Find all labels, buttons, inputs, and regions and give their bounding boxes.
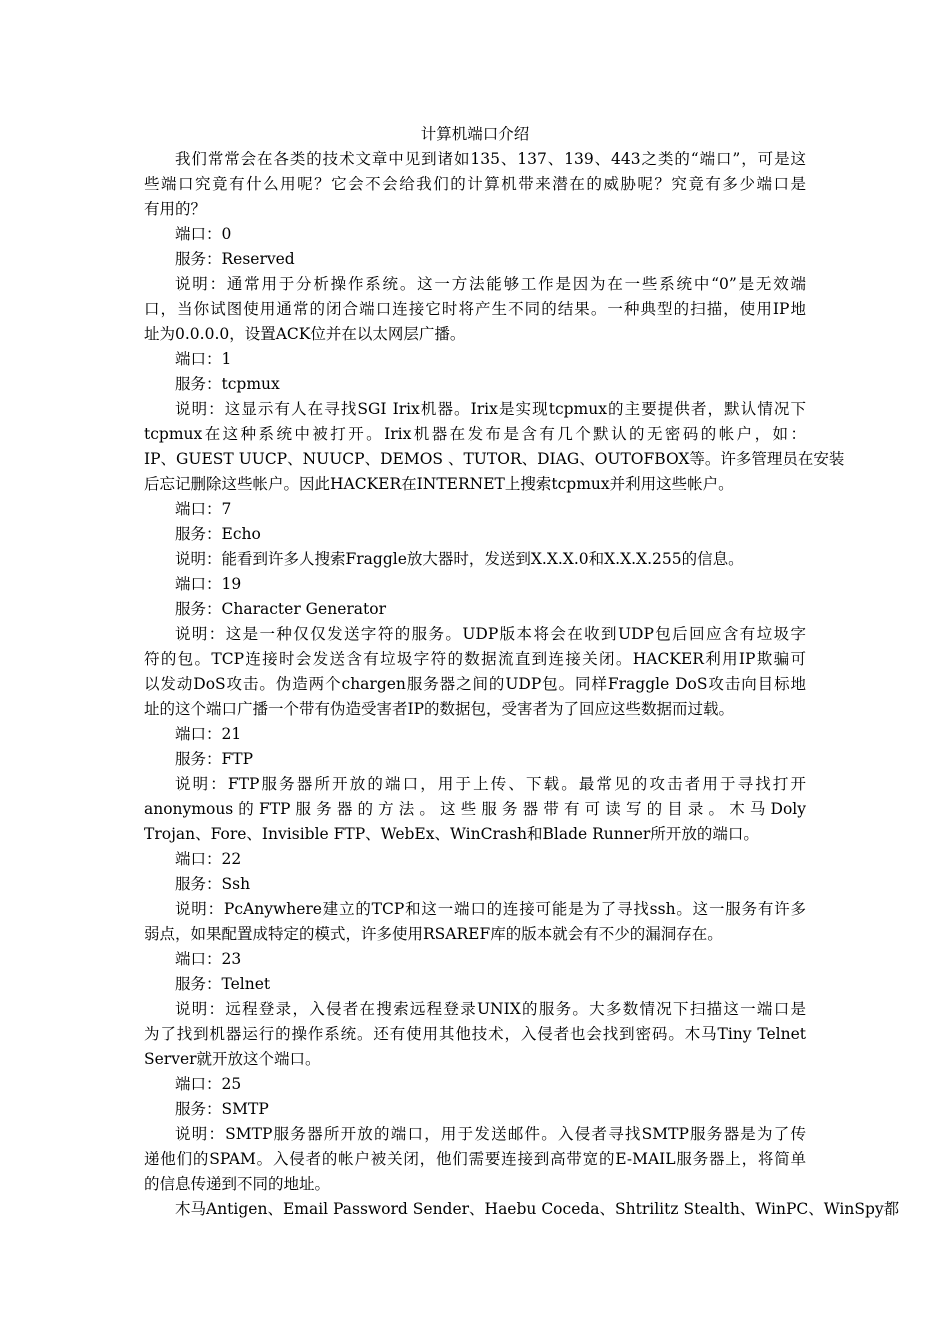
text-line: 说明：FTP服务器所开放的端口，用于上传、下载。最常见的攻击者用于寻找打开 [175, 775, 806, 793]
text-line: 说明：通常用于分析操作系统。这一方法能够工作是因为在一些系统中“0”是无效端 [175, 275, 806, 293]
paragraph [144, 147, 806, 222]
paragraph [144, 497, 806, 522]
text-line: 服务：Echo [175, 525, 261, 543]
document-body [144, 147, 900, 1222]
paragraph [144, 1122, 806, 1197]
text-line: 口，当你试图使用通常的闭合端口连接它时将产生不同的结果。一种典型的扫描，使用IP地 [144, 300, 806, 318]
text-line: 的信息传递到不同的地址。 [144, 1175, 331, 1193]
text-line: 木马Antigen、Email Password Sender、Haebu Coceda、Shtrilitz Stealth、WinPC、WinSpy都 [175, 1200, 900, 1218]
paragraph [144, 897, 806, 947]
paragraph [144, 847, 806, 872]
paragraph [144, 522, 806, 547]
text-line: 有用的？ [144, 200, 207, 218]
text-line: 说明：能看到许多人搜索Fraggle放大器时，发送到X.X.X.0和X.X.X.255的信息。 [175, 550, 744, 568]
paragraph [144, 1072, 806, 1097]
text-line: IP、GUEST UUCP、NUUCP、DEMOS 、TUTOR、DIAG、OUTOFBOX等。许多管理员在安装 [144, 450, 845, 468]
paragraph [144, 947, 806, 972]
text-line: 说明：这是一种仅仅发送字符的服务。UDP版本将会在收到UDP包后回应含有垃圾字 [175, 625, 806, 643]
text-line: 后忘记删除这些帐户。因此HACKER在INTERNET上搜索tcpmux并利用这些帐户。 [144, 475, 734, 493]
paragraph [144, 622, 806, 722]
text-line: 递他们的SPAM。入侵者的帐户被关闭，他们需要连接到高带宽的E-MAIL服务器上，将简单 [144, 1150, 806, 1168]
text-line: 说明：这显示有人在寻找SGI Irix机器。Irix是实现tcpmux的主要提供者，默认情况下 [175, 400, 806, 418]
document-title: 计算机端口介绍 [420, 125, 530, 143]
text-line: 为了找到机器运行的操作系统。还有使用其他技术，入侵者也会找到密码。木马Tiny Telnet [144, 1025, 806, 1043]
text-line: 服务：FTP [175, 750, 254, 768]
text-line: 服务：Reserved [175, 250, 295, 268]
paragraph [144, 372, 806, 397]
document-page [144, 122, 900, 1222]
text-line: 址的这个端口广播一个带有伪造受害者IP的数据包，受害者为了回应这些数据而过载。 [144, 700, 735, 718]
paragraph [144, 972, 806, 997]
text-line: 端口：21 [175, 725, 242, 743]
text-line: 符的包。TCP连接时会发送含有垃圾字符的数据流直到连接关闭。HACKER利用IP欺骗可 [144, 650, 806, 668]
text-line: 端口：0 [175, 225, 232, 243]
text-line: 端口：22 [175, 850, 242, 868]
text-line: 以发动DoS攻击。伪造两个chargen服务器之间的UDP包。同样Fraggle DoS攻击向目标地 [144, 675, 806, 693]
text-line: 址为0.0.0.0，设置ACK位并在以太网层广播。 [144, 325, 466, 343]
paragraph [144, 222, 806, 247]
text-line: 说明：远程登录，入侵者在搜索远程登录UNIX的服务。大多数情况下扫描这一端口是 [175, 1000, 806, 1018]
paragraph [144, 397, 845, 497]
paragraph [144, 872, 806, 897]
text-line: 我们常常会在各类的技术文章中见到诸如135、137、139、443之类的“端口”，可是这 [175, 150, 806, 168]
text-line: 端口：1 [175, 350, 232, 368]
text-line: tcpmux在这种系统中被打开。Irix机器在发布是含有几个默认的无密码的帐户，如： [144, 425, 806, 443]
paragraph [144, 597, 806, 622]
text-line: anonymous 的 FTP 服 务 器 的 方 法 。 这 些 服 务 器 带 有 可 读 写 的 目 录 。 木 马 Doly [144, 800, 806, 818]
text-line: 端口：7 [175, 500, 232, 518]
paragraph [144, 272, 806, 347]
paragraph [144, 747, 806, 772]
paragraph [144, 347, 806, 372]
text-line: 服务：Ssh [175, 875, 251, 893]
text-line: 服务：SMTP [175, 1100, 269, 1118]
paragraph [144, 1097, 806, 1122]
paragraph [144, 997, 806, 1072]
paragraph [144, 722, 806, 747]
text-line: Server就开放这个端口。 [144, 1050, 321, 1068]
text-line: 说明：SMTP服务器所开放的端口，用于发送邮件。入侵者寻找SMTP服务器是为了传 [175, 1125, 806, 1143]
text-line: 端口：19 [175, 575, 242, 593]
text-line: 服务：tcpmux [175, 375, 280, 393]
paragraph [144, 547, 806, 572]
text-line: 说明：PcAnywhere建立的TCP和这一端口的连接可能是为了寻找ssh。这一服务有许多 [175, 900, 806, 918]
paragraph [144, 572, 806, 597]
text-line: Trojan、Fore、Invisible FTP、WebEx、WinCrash和Blade Runner所开放的端口。 [144, 825, 759, 843]
text-line: 端口：23 [175, 950, 242, 968]
text-line: 服务：Telnet [175, 975, 271, 993]
text-line: 弱点，如果配置成特定的模式，许多使用RSAREF库的版本就会有不少的漏洞存在。 [144, 925, 723, 943]
paragraph [144, 772, 806, 847]
paragraph [144, 247, 806, 272]
text-line: 些端口究竟有什么用呢？它会不会给我们的计算机带来潜在的威胁呢？究竟有多少端口是 [144, 175, 806, 193]
text-line: 端口：25 [175, 1075, 242, 1093]
text-line: 服务：Character Generator [175, 600, 386, 618]
paragraph [144, 1197, 900, 1222]
